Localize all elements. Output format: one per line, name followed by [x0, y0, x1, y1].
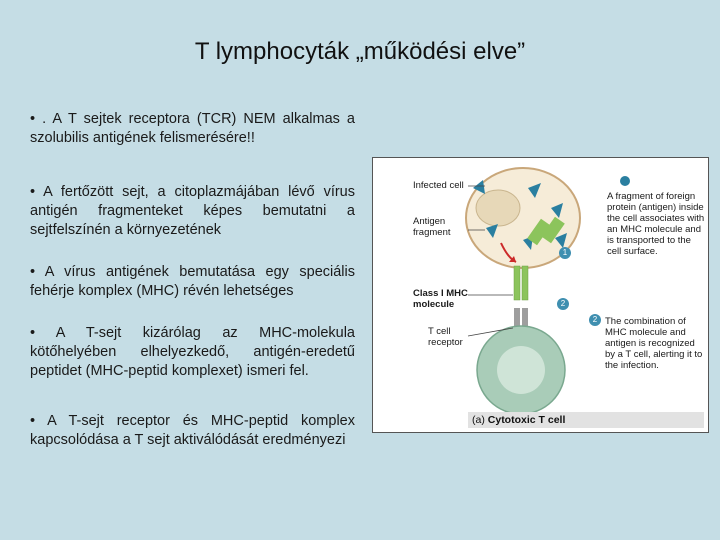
caption-title: Cytotoxic T cell: [487, 414, 566, 426]
infected-cell-nucleus: [476, 190, 520, 226]
label-mhc: Class I MHC molecule: [413, 288, 468, 310]
mhc-surface-shape: [514, 266, 520, 300]
label-infected-cell: Infected cell: [413, 180, 464, 191]
bullet-2: • A fertőzött sejt, a citoplazmájában lévő vírus antigén fragmenteket képes bemutatni a sejtfelszínén a környezetének: [30, 184, 355, 238]
bullet-5: • A T-sejt receptor és MHC-peptid komplex kapcsolódása a T sejt aktiválódását eredményezi: [30, 413, 355, 448]
caption-prefix: (a): [472, 414, 485, 426]
step-1-number: 1: [562, 248, 568, 257]
step-2-number-legend: 2: [592, 315, 598, 324]
tcell-figure: [372, 157, 709, 433]
step-2-number-diagram: 2: [560, 299, 566, 308]
bullet-1: • . A T sejtek receptora (TCR) NEM alkalmas a szolubilis antigének felismerésére!!: [30, 111, 355, 146]
bullet-4: • A T-sejt kizárólag az MHC-molekula kötőhelyében elhelyezkedő, antigén-eredetű peptidet (MHC-peptid komplexet) ismeri fel.: [30, 325, 355, 379]
label-antigen-fragment: Antigen fragment: [413, 216, 451, 238]
step-2-description: The combination of MHC molecule and antigen is recognized by a T cell, alerting it to the infection.: [605, 316, 703, 371]
bullet-3: • A vírus antigének bemutatása egy speciális fehérje komplex (MHC) révén lehetséges: [30, 264, 355, 299]
step-1-description: A fragment of foreign protein (antigen) inside the cell associates with an MHC molecule and is transported to the cell surface.: [607, 191, 705, 257]
label-tcr: T cell receptor: [428, 326, 463, 348]
mhc-surface-shape: [522, 266, 528, 300]
antigen-legend-icon: [620, 176, 630, 186]
slide-title: T lymphocyták „működési elve”: [194, 38, 526, 65]
figure-caption: [468, 412, 704, 428]
t-cell-nucleus: [497, 346, 545, 394]
